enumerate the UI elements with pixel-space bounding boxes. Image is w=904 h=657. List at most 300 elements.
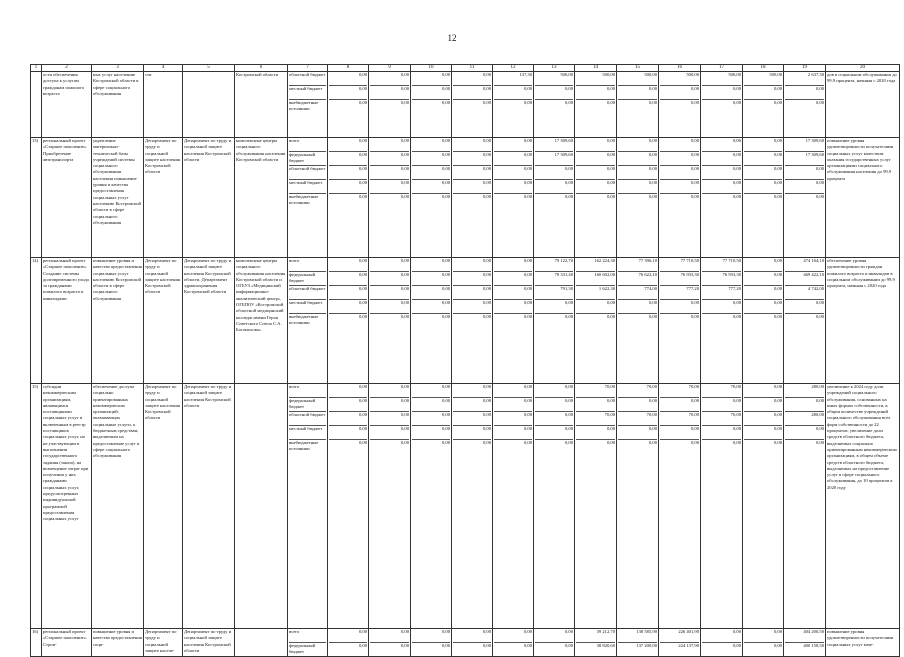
value-cell xyxy=(617,72,659,138)
amount-value: 0,00 xyxy=(744,272,782,286)
amount-value: 0,00 xyxy=(441,643,450,648)
amount-value: 0,00 xyxy=(412,86,450,100)
amount-value: 0,00 xyxy=(702,300,741,314)
event-name-cell: ости обеспечения доступа к услугам гражданам пожилого возраста xyxy=(42,72,92,138)
value-cell xyxy=(534,384,575,629)
column-number-cell: 19 xyxy=(784,65,826,72)
responsible-cell: Департамент по труду и социальной защите населе- xyxy=(144,629,183,657)
page-number: 12 xyxy=(447,33,457,43)
amount-value: 0,00 xyxy=(744,166,782,180)
event-name-cell: региональный проект «Старшее поколение». Приобретение автотранспорта xyxy=(42,138,92,258)
amount-value: 0,00 xyxy=(648,100,657,105)
amount-value: 0,00 xyxy=(370,180,409,194)
expected-result-cell: увеличение к 2024 году доли учреждений социального обслуживания, основанных на иных формах собственности, в общем количестве учреждений социального обслуживания всех форм собственности до 22 процентов; увеличение доли средств областного бюджета, выделяемых социально ориентированным некоммерческим организациям, в общем объеме средств областного бюджета, выделяемых на предоставление услуг в сфере социального обслуживания, до 10 процентов к 2020 году xyxy=(826,384,900,629)
amount-value: 0,00 xyxy=(329,138,367,152)
amount-value: 0,00 xyxy=(494,180,532,194)
amount-value: 0,00 xyxy=(329,272,367,286)
amount-value: 70,00 xyxy=(618,384,657,398)
amount-value: 0,00 xyxy=(441,314,450,319)
responsible-cell: сти xyxy=(144,72,183,138)
task-cell: ных услуг населению Костромской области в сфере социального обслуживания xyxy=(92,72,144,138)
amount-value: 0,00 xyxy=(412,412,450,426)
amount-value: 0,00 xyxy=(744,258,782,272)
amount-value: 226 401,90 xyxy=(660,629,699,643)
amount-value: 0,00 xyxy=(329,426,367,440)
amount-value: 0,00 xyxy=(744,398,782,412)
amount-value: 500,00 xyxy=(535,72,573,86)
amount-value: 500,00 xyxy=(744,72,782,86)
amount-value: 0,00 xyxy=(785,426,824,440)
funding-source-label: местный бюджет xyxy=(289,426,326,440)
amount-value: 0,00 xyxy=(482,314,491,319)
funding-source-cell xyxy=(288,72,328,138)
amount-value: 0,00 xyxy=(815,194,824,199)
amount-value: 0,00 xyxy=(702,180,741,194)
value-cell xyxy=(743,72,784,138)
expected-result-cell: дов в социальном обслуживании до 99,9 процента, начиная с 2020 года xyxy=(826,72,900,138)
value-cell xyxy=(452,629,493,657)
amount-value: 0,00 xyxy=(358,643,367,648)
value-cell xyxy=(493,629,534,657)
value-cell xyxy=(534,258,575,384)
amount-value: 0,00 xyxy=(400,440,409,445)
amount-value: 70,00 xyxy=(702,384,741,398)
value-cell xyxy=(493,72,534,138)
amount-value: 17 309,60 xyxy=(785,152,824,166)
value-cell xyxy=(452,138,493,258)
amount-value: 0,00 xyxy=(523,194,532,199)
value-cell xyxy=(328,384,369,629)
amount-value: 0,00 xyxy=(453,300,491,314)
table-row xyxy=(31,138,900,258)
amount-value: 0,00 xyxy=(606,314,615,319)
amount-value: 0,00 xyxy=(648,314,657,319)
column-number-cell: 6 xyxy=(235,65,288,72)
amount-value: 0,00 xyxy=(412,152,450,166)
amount-value: 0,00 xyxy=(370,412,409,426)
column-number-cell: 5 xyxy=(183,65,235,72)
amount-value: 0,00 xyxy=(523,440,532,445)
value-cell xyxy=(784,258,826,384)
table-row xyxy=(31,258,900,384)
amount-value: 0,00 xyxy=(370,258,409,272)
amount-value: 0,00 xyxy=(815,100,824,105)
amount-value: 70,00 xyxy=(702,412,741,426)
amount-value: 0,00 xyxy=(535,166,573,180)
funding-source-label: всего xyxy=(289,138,326,152)
value-cell xyxy=(617,258,659,384)
amount-value: 0,00 xyxy=(702,152,741,166)
amount-value: 0,00 xyxy=(441,440,450,445)
amount-value: 0,00 xyxy=(535,629,573,643)
amount-value: 0,00 xyxy=(564,100,573,105)
value-cell xyxy=(743,138,784,258)
funding-source-label: областной бюджет xyxy=(289,166,326,180)
amount-value: 0,00 xyxy=(732,314,741,319)
amount-value: 0,00 xyxy=(618,166,657,180)
value-cell xyxy=(575,138,617,258)
expected-result-cell: повышение уровня удовлетворенности получателями социальных услуг каче- xyxy=(826,629,900,657)
amount-value: 0,00 xyxy=(702,426,741,440)
value-cell xyxy=(452,384,493,629)
column-number-cell: 3 xyxy=(92,65,144,72)
amount-value: 224 137,90 xyxy=(678,643,699,648)
amount-value: 0,00 xyxy=(412,426,450,440)
amount-value: 0,00 xyxy=(329,384,367,398)
amount-value: 0,00 xyxy=(618,300,657,314)
value-cell xyxy=(452,72,493,138)
table-row xyxy=(31,384,900,629)
amount-value: 0,00 xyxy=(660,166,699,180)
amount-value: 777,20 xyxy=(702,286,741,300)
amount-value: 0,00 xyxy=(744,629,782,643)
recipient-cell: комплексные центры социального обслуживания населения Костромской области и ОГБУЗ «Медицинский информационно-аналитический центр», ОГБПОУ «Костромской областной медицинский колледж имени Героя Советского Союза С.А. Богомолова» xyxy=(235,258,288,384)
amount-value: 0,00 xyxy=(564,440,573,445)
value-cell xyxy=(701,629,743,657)
amount-value: 0,00 xyxy=(702,138,741,152)
amount-value: 0,00 xyxy=(329,152,367,166)
amount-value: 0,00 xyxy=(744,300,782,314)
coexecutor-cell: Департамент по труду и социальной защите населения Костромской области xyxy=(183,384,235,629)
amount-value: 0,00 xyxy=(329,72,367,86)
value-cell xyxy=(743,629,784,657)
amount-value: 76 622,10 xyxy=(618,272,657,286)
amount-value: 400 158,50 xyxy=(803,643,824,648)
value-cell xyxy=(534,629,575,657)
value-cell xyxy=(328,138,369,258)
amount-value: 0,00 xyxy=(453,426,491,440)
amount-value: 0,00 xyxy=(329,300,367,314)
event-name-cell: субсидии некоммерческим организациям, являющимся поставщиками социальных услуг и включенным в реестр поставщиков социальных услуг, но не участвующим в выполнении государственного задания (заказа), на возмещение затрат при получении у них гражданами социальных услуг, предусмотренных индивидуальной программой предоставления социальных услуг xyxy=(42,384,92,629)
amount-value: 0,00 xyxy=(441,194,450,199)
value-cell xyxy=(575,629,617,657)
amount-value: 0,00 xyxy=(773,440,782,445)
amount-value: 0,00 xyxy=(702,86,741,100)
amount-value: 0,00 xyxy=(329,258,367,272)
amount-value: 0,00 xyxy=(606,440,615,445)
amount-value: 0,00 xyxy=(329,629,367,643)
amount-value: 0,00 xyxy=(370,384,409,398)
amount-value: 39 212,70 xyxy=(576,629,615,643)
amount-value: 0,00 xyxy=(785,398,824,412)
amount-value: 0,00 xyxy=(785,300,824,314)
amount-value: 70,00 xyxy=(576,412,615,426)
amount-value: 70,00 xyxy=(576,384,615,398)
amount-value: 0,00 xyxy=(606,194,615,199)
amount-value: 0,00 xyxy=(412,286,450,300)
amount-value: 79 122,70 xyxy=(535,258,573,272)
amount-value: 137,30 xyxy=(494,72,532,86)
value-cell xyxy=(369,258,411,384)
amount-value: 0,00 xyxy=(370,86,409,100)
funding-source-label: федеральный бюджет xyxy=(289,643,316,655)
expected-result-cell: обеспечение уровня удовлетворенности граждан пожилого возраста и инвалидов в социальном обслуживании до 99,9 процента, начиная с 2020 года xyxy=(826,258,900,384)
column-number-row xyxy=(31,65,900,72)
amount-value: 0,00 xyxy=(618,398,657,412)
amount-value: 0,00 xyxy=(648,440,657,445)
amount-value: 0,00 xyxy=(329,180,367,194)
amount-value: 0,00 xyxy=(815,314,824,319)
responsible-cell: Департамент по труду и социальной защите населения Костромской области xyxy=(144,138,183,258)
amount-value: 0,00 xyxy=(576,180,615,194)
amount-value: 0,00 xyxy=(732,100,741,105)
amount-value: 0,00 xyxy=(618,152,657,166)
amount-value: 0,00 xyxy=(618,426,657,440)
amount-value: 0,00 xyxy=(732,440,741,445)
recipient-cell xyxy=(235,384,288,629)
value-cell xyxy=(452,258,493,384)
column-number-cell: 12 xyxy=(493,65,534,72)
amount-value: 0,00 xyxy=(494,286,532,300)
program-table xyxy=(30,64,900,657)
value-cell xyxy=(701,384,743,629)
amount-value: 0,00 xyxy=(358,100,367,105)
value-cell xyxy=(575,72,617,138)
value-cell xyxy=(411,384,452,629)
amount-value: 0,00 xyxy=(732,643,741,648)
amount-value: 70,00 xyxy=(618,412,657,426)
amount-value: 0,00 xyxy=(785,180,824,194)
amount-value: 0,00 xyxy=(329,398,367,412)
amount-value: 0,00 xyxy=(370,300,409,314)
task-cell: повышение уровня и качества предоставления соци- xyxy=(92,629,144,657)
amount-value: 2 637,30 xyxy=(785,72,824,86)
value-cell xyxy=(743,384,784,629)
amount-value: 0,00 xyxy=(370,152,409,166)
amount-value: 0,00 xyxy=(535,300,573,314)
value-cell xyxy=(328,629,369,657)
coexecutor-cell: Департамент по труду и социальной защите населения Костромской области, Департамент здравоохранения Костромской области xyxy=(183,258,235,384)
amount-value: 0,00 xyxy=(494,629,532,643)
value-cell xyxy=(493,384,534,629)
amount-value: 0,00 xyxy=(370,629,409,643)
funding-source-label: местный бюджет xyxy=(289,300,326,314)
event-name-cell: региональный проект «Старшее поколение». Строи- xyxy=(42,629,92,657)
table-row xyxy=(31,72,900,138)
amount-value: 0,00 xyxy=(744,86,782,100)
column-number-cell: 20 xyxy=(826,65,900,72)
amount-value: 0,00 xyxy=(412,384,450,398)
amount-value: 0,00 xyxy=(535,180,573,194)
recipient-cell xyxy=(235,629,288,657)
amount-value: 160 602,00 xyxy=(576,272,615,286)
value-cell xyxy=(701,72,743,138)
value-cell xyxy=(369,72,411,138)
amount-value: 500,00 xyxy=(576,72,615,86)
amount-value: 162 224,30 xyxy=(576,258,615,272)
amount-value: 0,00 xyxy=(412,180,450,194)
amount-value: 0,00 xyxy=(400,643,409,648)
amount-value: 0,00 xyxy=(773,194,782,199)
table-body xyxy=(31,65,900,657)
event-name-cell: региональный проект «Старшее поколение». Создание системы долговременного ухода за гражданами пожилого возраста и инвалидами xyxy=(42,258,92,384)
amount-value: 17 309,60 xyxy=(535,138,573,152)
amount-value: 0,00 xyxy=(400,194,409,199)
value-cell xyxy=(701,258,743,384)
amount-value: 17 309,60 xyxy=(785,138,824,152)
column-number-cell: 17 xyxy=(701,65,743,72)
amount-value: 0,00 xyxy=(648,194,657,199)
amount-value: 0,00 xyxy=(370,272,409,286)
funding-source-label: внебюджетные источники xyxy=(289,194,319,206)
amount-value: 0,00 xyxy=(494,426,532,440)
amount-value: 0,00 xyxy=(618,86,657,100)
column-number-cell: 4 xyxy=(144,65,183,72)
expected-result-cell: повышение уровня удовлетворенности получателями социальных услуг качеством оказания государственных услуг организациями социального обслуживания населения до 99,9 процента xyxy=(826,138,900,258)
amount-value: 0,00 xyxy=(370,72,409,86)
amount-value: 38 820,60 xyxy=(596,643,615,648)
value-cell xyxy=(659,258,701,384)
amount-value: 500,00 xyxy=(618,72,657,86)
amount-value: 0,00 xyxy=(744,180,782,194)
funding-source-label: местный бюджет xyxy=(289,86,326,100)
amount-value: 0,00 xyxy=(453,629,491,643)
amount-value: 0,00 xyxy=(441,100,450,105)
amount-value: 0,00 xyxy=(412,72,450,86)
amount-value: 0,00 xyxy=(523,100,532,105)
amount-value: 0,00 xyxy=(329,86,367,100)
amount-value: 0,00 xyxy=(412,258,450,272)
amount-value: 0,00 xyxy=(744,152,782,166)
funding-source-label: областной бюджет xyxy=(289,72,326,86)
amount-value: 0,00 xyxy=(576,86,615,100)
amount-value: 0,00 xyxy=(453,166,491,180)
amount-value: 70,00 xyxy=(660,412,699,426)
amount-value: 0,00 xyxy=(482,643,491,648)
amount-value: 500,00 xyxy=(660,72,699,86)
amount-value: 0,00 xyxy=(576,152,615,166)
amount-value: 500,00 xyxy=(702,72,741,86)
amount-value: 0,00 xyxy=(564,314,573,319)
funding-source-label: федеральный бюджет xyxy=(289,272,326,286)
value-cell xyxy=(369,629,411,657)
value-cell xyxy=(369,138,411,258)
funding-source-cell xyxy=(288,629,328,657)
amount-value: 0,00 xyxy=(453,86,491,100)
task-cell: обеспечение доступа социально ориентированных некоммерческих организаций, оказывающих социальные услуги, к бюджетным средствам, выделяемым на предоставление услуг в сфере социального обслуживания xyxy=(92,384,144,629)
amount-value: 0,00 xyxy=(660,152,699,166)
value-cell xyxy=(659,72,701,138)
value-cell xyxy=(328,72,369,138)
table-row xyxy=(31,629,900,657)
amount-value: 0,00 xyxy=(412,398,450,412)
column-number-cell: 18 xyxy=(743,65,784,72)
value-cell xyxy=(411,629,452,657)
amount-value: 0,00 xyxy=(494,138,532,152)
amount-value: 791,30 xyxy=(535,286,573,300)
amount-value: 0,00 xyxy=(564,194,573,199)
value-cell xyxy=(659,629,701,657)
column-number-cell: 16 xyxy=(659,65,701,72)
amount-value: 0,00 xyxy=(329,412,367,426)
value-cell xyxy=(493,138,534,258)
amount-value: 0,00 xyxy=(329,166,367,180)
row-number-cell: 15) xyxy=(31,384,42,629)
funding-source-label: внебюджетные источники xyxy=(289,440,319,452)
value-cell xyxy=(575,384,617,629)
amount-value: 0,00 xyxy=(494,300,532,314)
value-cell xyxy=(411,138,452,258)
amount-value: 0,00 xyxy=(618,180,657,194)
amount-value: 0,00 xyxy=(660,138,699,152)
amount-value: 0,00 xyxy=(453,412,491,426)
amount-value: 0,00 xyxy=(535,398,573,412)
column-number-cell: 15 xyxy=(617,65,659,72)
amount-value: 76 933,30 xyxy=(702,272,741,286)
amount-value: 0,00 xyxy=(773,643,782,648)
amount-value: 0,00 xyxy=(535,86,573,100)
column-number-cell: 10 xyxy=(411,65,452,72)
amount-value: 0,00 xyxy=(744,426,782,440)
value-cell xyxy=(369,384,411,629)
column-number-cell: 7 xyxy=(288,65,328,72)
amount-value: 0,00 xyxy=(358,440,367,445)
value-cell xyxy=(784,384,826,629)
amount-value: 280,00 xyxy=(785,384,824,398)
value-cell xyxy=(411,72,452,138)
amount-value: 0,00 xyxy=(815,440,824,445)
funding-source-label: всего xyxy=(289,384,326,398)
amount-value: 78 331,40 xyxy=(535,272,573,286)
column-number-cell: 8 xyxy=(328,65,369,72)
row-number-cell: 13) xyxy=(31,138,42,258)
amount-value: 0,00 xyxy=(535,412,573,426)
amount-value: 0,00 xyxy=(412,272,450,286)
amount-value: 0,00 xyxy=(358,194,367,199)
funding-source-cell xyxy=(288,138,328,258)
amount-value: 0,00 xyxy=(400,314,409,319)
amount-value: 0,00 xyxy=(660,426,699,440)
amount-value: 0,00 xyxy=(606,100,615,105)
amount-value: 0,00 xyxy=(412,300,450,314)
amount-value: 0,00 xyxy=(564,643,573,648)
amount-value: 0,00 xyxy=(370,398,409,412)
amount-value: 0,00 xyxy=(744,412,782,426)
value-cell xyxy=(411,258,452,384)
amount-value: 0,00 xyxy=(523,643,532,648)
amount-value: 0,00 xyxy=(370,426,409,440)
amount-value: 280,00 xyxy=(785,412,824,426)
amount-value: 0,00 xyxy=(576,166,615,180)
amount-value: 0,00 xyxy=(329,286,367,300)
funding-source-cell xyxy=(288,258,328,384)
funding-source-label: всего xyxy=(289,258,326,272)
column-number-cell: 9 xyxy=(369,65,411,72)
amount-value: 77 710,50 xyxy=(702,258,741,272)
amount-value: 0,00 xyxy=(494,398,532,412)
column-number-cell: 14 xyxy=(575,65,617,72)
amount-value: 0,00 xyxy=(453,138,491,152)
amount-value: 4 742,00 xyxy=(785,286,824,300)
amount-value: 0,00 xyxy=(732,194,741,199)
amount-value: 77 710,50 xyxy=(660,258,699,272)
column-number-cell: 13 xyxy=(534,65,575,72)
funding-source-cell xyxy=(288,384,328,629)
funding-source-label: внебюджетные источники xyxy=(289,100,319,112)
amount-value: 0,00 xyxy=(535,384,573,398)
amount-value: 0,00 xyxy=(482,194,491,199)
value-cell xyxy=(743,258,784,384)
amount-value: 0,00 xyxy=(576,300,615,314)
amount-value: 469 422,10 xyxy=(785,272,824,286)
amount-value: 0,00 xyxy=(576,398,615,412)
amount-value: 76 933,30 xyxy=(660,272,699,286)
funding-source-label: местный бюджет xyxy=(289,180,326,194)
amount-value: 777,20 xyxy=(660,286,699,300)
amount-value: 0,00 xyxy=(494,86,532,100)
amount-value: 0,00 xyxy=(744,384,782,398)
coexecutor-cell xyxy=(183,72,235,138)
